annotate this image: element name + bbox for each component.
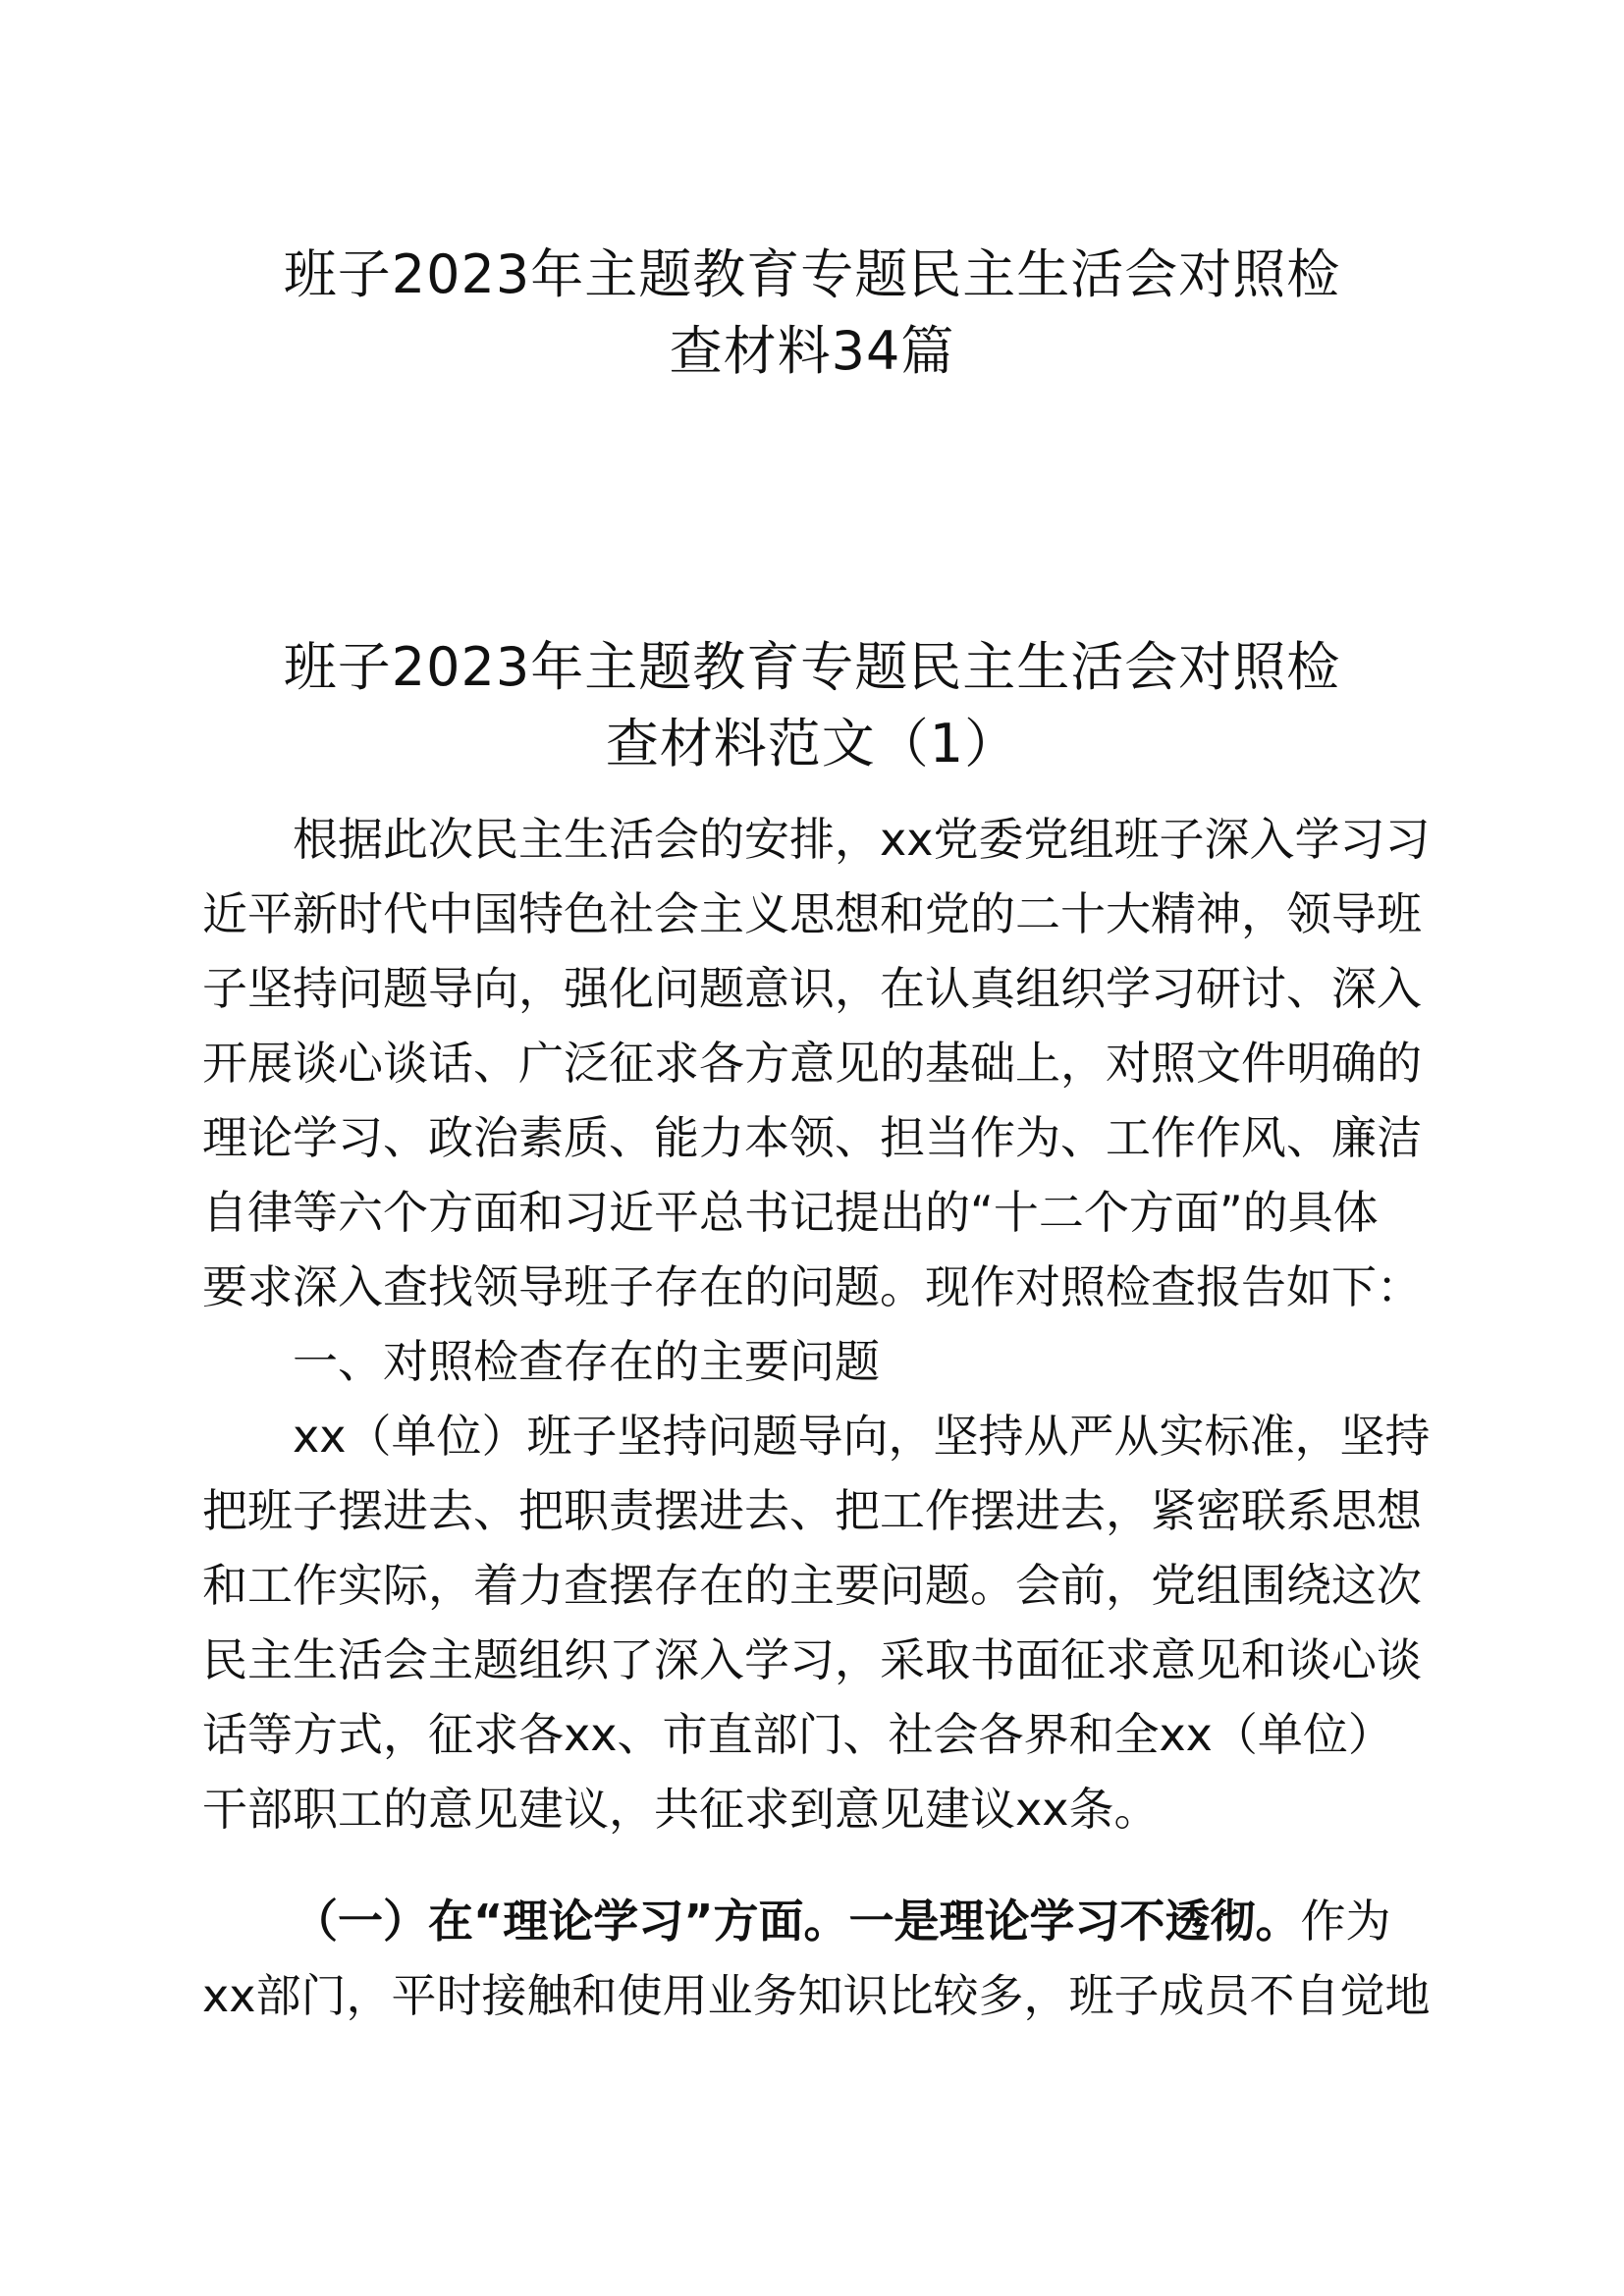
paragraph-line: 把班子摆进去、把职责摆进去、把工作摆进去，紧密联系思想 [202, 1484, 1422, 1537]
paragraph-line: 干部职工的意见建议，共征求到意见建议xx条。 [202, 1783, 1160, 1836]
paragraph-line: 民主生活会主题组织了深入学习，采取书面征求意见和谈心谈 [202, 1633, 1422, 1686]
paragraph-line: xx部门，平时接触和使用业务知识比较多，班子成员不自觉地 [202, 1969, 1431, 2022]
bold-lead-text: （一）在“理论学习”方面。一是理论学习不透彻。 [293, 1895, 1301, 1948]
intro-paragraph [202, 802, 1431, 1324]
paragraph-line: 要求深入查找领导班子存在的问题。现作对照检查报告如下： [202, 1260, 1422, 1313]
document-title-line: 班子2023年主题教育专题民主生活会对照检 [283, 243, 1341, 305]
paragraph-line: xx（单位）班子坚持问题导向，坚持从严从实标准，坚持 [293, 1410, 1431, 1463]
section-heading-text: 一、对照检查存在的主要问题 [293, 1335, 880, 1388]
paragraph-line: 和工作实际，着力查摆存在的主要问题。会前，党组围绕这次 [202, 1559, 1422, 1612]
paragraph-line: 理论学习、政治素质、能力本领、担当作为、工作作风、廉洁 [202, 1111, 1422, 1164]
paragraph-line: 话等方式，征求各xx、市直部门、社会各界和全xx（单位） [202, 1708, 1393, 1761]
document-title-line: 查材料34篇 [669, 320, 955, 382]
paragraph-line: 自律等六个方面和习近平总书记提出的“十二个方面”的具体 [202, 1186, 1379, 1239]
paragraph-line: 开展谈心谈话、广泛征求各方意见的基础上，对照文件明确的 [202, 1037, 1422, 1090]
body-paragraph [202, 1399, 1431, 1846]
body-paragraph [202, 1884, 1431, 2033]
paragraph-line: 根据此次民主生活会的安排，xx党委党组班子深入学习习 [293, 813, 1431, 866]
paragraph-line: 子坚持问题导向，强化问题意识，在认真组织学习研讨、深入 [202, 962, 1422, 1015]
paragraph-text: 作为 [1300, 1895, 1391, 1948]
section-title-line: 班子2023年主题教育专题民主生活会对照检 [283, 636, 1341, 698]
document-title [157, 237, 1467, 390]
section-title-line: 查材料范文（1） [605, 713, 1019, 774]
section-heading [202, 1324, 1425, 1399]
section-title [157, 629, 1467, 782]
paragraph-line [202, 1884, 1425, 1958]
paragraph-line: 近平新时代中国特色社会主义思想和党的二十大精神，领导班 [202, 887, 1422, 940]
